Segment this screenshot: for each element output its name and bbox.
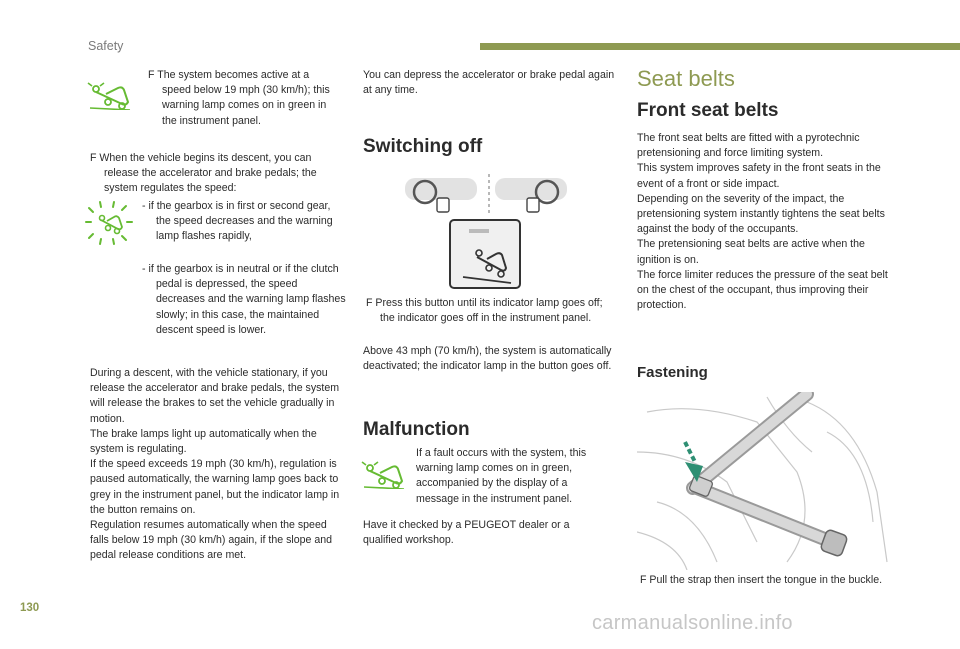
- item-active: F The system becomes active at a speed below 19 mph (30 km/h); this warning lamp comes on in green in the instrument panel.: [148, 69, 330, 127]
- front-p5: The force limiter reduces the pressure of the seat belt on the chest of the occupant, thus improving their protection.: [637, 268, 888, 312]
- descent-paragraphs: [90, 366, 342, 564]
- fasten-item: F Pull the strap then insert the tongue in the buckle.: [640, 574, 883, 586]
- dash-neutral: - if the gearbox is in neutral or if the clutch pedal is depressed, the speed decreases and the warning lamp flashes slowly; in this case, the maintained descent speed is lower.: [142, 263, 346, 336]
- item-descent: F When the vehicle begins its descent, you can release the accelerator and brake pedals; the system regulates the speed:: [90, 152, 317, 195]
- fastening-title: Fastening: [637, 364, 708, 381]
- descent-control-button[interactable]: [449, 219, 521, 289]
- malfunction-lamp-icon: [360, 455, 408, 489]
- section-header: Safety: [88, 39, 124, 53]
- malfunction-text: If a fault occurs with the system, this warning lamp comes on in green, accompanied by the display of a message in the instrument panel.: [416, 447, 587, 505]
- switch-item: F Press this button until its indicator lamp goes off; the indicator goes off in the instrument panel.: [366, 297, 603, 325]
- seat-belt-fastening-illustration: [637, 392, 895, 570]
- header-bar: [480, 43, 960, 50]
- para-descent: During a descent, with the vehicle stationary, if you release the accelerator and brake pedals, the system will release the brakes to set the vehicle gradually in motion.: [90, 367, 340, 425]
- malfunction-title: Malfunction: [363, 419, 470, 440]
- intro-text: You can depress the accelerator or brake pedal again at any time.: [363, 69, 615, 97]
- seat-belts-title: Seat belts: [637, 66, 735, 91]
- dealer-text: Have it checked by a PEUGEOT dealer or a qualified workshop.: [363, 519, 570, 547]
- para-exceed: If the speed exceeds 19 mph (30 km/h), regulation is paused automatically, the warning lamp goes back to grey in the instrument panel, but the indicator lamp in the button remains on.: [90, 458, 340, 516]
- switching-off-title: Switching off: [363, 136, 483, 157]
- flashing-lamp-icon: [84, 200, 134, 246]
- front-seat-belts-title: Front seat belts: [637, 100, 779, 121]
- front-p2: This system improves safety in the front seats in the event of a front or side impact.: [637, 162, 881, 190]
- front-seat-belts-text: [637, 131, 895, 313]
- switch-para: Above 43 mph (70 km/h), the system is automatically deactivated; the indicator lamp in the button goes off.: [363, 345, 612, 373]
- descent-control-green-icon: [86, 76, 134, 110]
- dash-first-second-gear: - if the gearbox is in first or second gear, the speed decreases and the warning lamp flashes rapidly,: [142, 200, 333, 243]
- para-resume: Regulation resumes automatically when the speed falls below 19 mph (30 km/h) again, if the slope and pedal release conditions are met.: [90, 519, 333, 562]
- watermark: carmanualsonline.info: [592, 612, 793, 634]
- page-number: 130: [20, 602, 40, 614]
- button-location-illustration: [403, 172, 579, 218]
- front-p1: The front seat belts are fitted with a pyrotechnic pretensioning and force limiting system.: [637, 132, 860, 160]
- para-brake-lamps: The brake lamps light up automatically when the system is regulating.: [90, 427, 317, 456]
- front-p3: Depending on the severity of the impact, the pretensioning system instantly tightens the seat belts against the body of the occupants.: [637, 192, 885, 236]
- front-p4: The pretensioning seat belts are active when the ignition is on.: [637, 238, 865, 266]
